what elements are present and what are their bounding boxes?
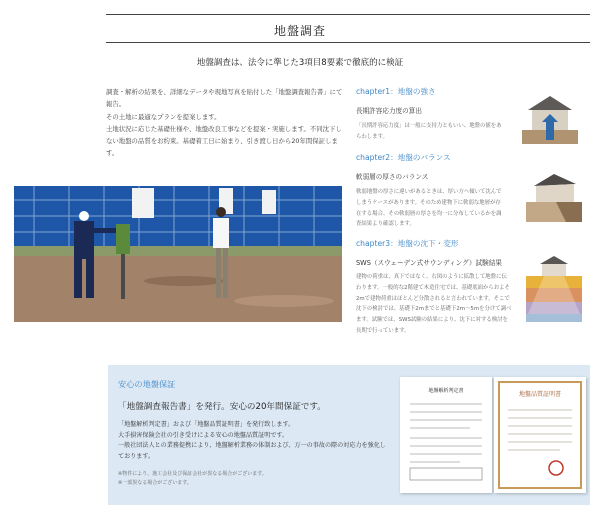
intro-paragraph: 土地状況に応じた基礎仕様や、地盤改良工事などを提案・実施します。不同沈下しない地盤の品質をお約束。基礎着工日に始まり、引き渡し日から20年間保証します。	[106, 124, 342, 158]
site-survey-illustration	[14, 186, 342, 322]
chapter-2-text: 軟弱地盤の厚さに違いがあるときは、厚い方へ傾いて沈んでしまうケースがあります。そのため建物下に軟弱な地層が存在する場合、その軟弱層の厚さを均一に分布しているかを調査結果より確認します。	[356, 189, 502, 228]
guarantee-note: ※一部異なる場合がございます。	[118, 480, 192, 486]
document-lines-icon	[400, 398, 492, 488]
guarantee-title: 安心の地盤保証	[118, 379, 176, 389]
chapter-1-body	[356, 121, 506, 143]
chapter-1-text: 「長期許容応力度」は一般に支持力ともいい、地盤の値をあらわします。	[356, 123, 502, 140]
chapter-3-subtitle: SWS（スウェーデン式サウンディング）試験結果	[356, 259, 502, 267]
chapter-2-subtitle: 軟弱層の厚さのバランス	[356, 173, 429, 181]
chapter-3-title: chapter3：地盤の沈下・変形	[356, 239, 459, 248]
guarantee-paragraph: 一般社団法人との業務提携により、地盤解析業務の体制および、万一の事故の際の対応力を強化しております。	[118, 442, 386, 460]
header-top-rule	[106, 14, 590, 15]
guarantee-body	[118, 420, 388, 462]
guarantee-paragraph: 大手損害保険会社の引き受けによる安心の地盤品質証明です。	[118, 431, 289, 439]
chapter-3-image	[526, 254, 582, 322]
site-survey-photo	[14, 186, 342, 322]
page-title: 地盤調査	[273, 24, 326, 38]
intro-paragraph: その土地に最適なプランを提案します。	[106, 112, 221, 121]
header-bottom-rule	[106, 42, 590, 43]
guarantee-note: ※物件により、施工会社及び保証会社が異なる場合がございます。	[118, 471, 267, 477]
chapter-3-body	[356, 272, 512, 337]
analysis-certificate-title: 地盤解析判定書	[428, 388, 464, 394]
chapter-2	[356, 152, 506, 230]
load-distribution-illustration	[526, 254, 582, 322]
chapter-1	[356, 86, 506, 143]
chapter-3-text: 建物の荷重は、真下ではなく、右図のように拡散して地盤に伝わります。一般的な2階建て木造住宅では、基礎底面からおよそ2mで建物荷重はほとんど分散されると言われています。そこで沈下の検討では、基礎下2mまでと基礎下2m〜5mを分けて調べます。試験では、SWS試験の結果により、沈下に対する検討を長期で行っています。	[356, 274, 512, 334]
house-load-illustration	[522, 92, 578, 144]
chapter-1-title: chapter1：地盤の強さ	[356, 87, 436, 96]
tilted-house-illustration	[526, 170, 582, 222]
intro-paragraph: 調査・解析の結果を、詳細なデータや現地写真を貼付した「地盤調査報告書」にて報告。	[106, 88, 343, 109]
chapter-1-image	[522, 92, 578, 144]
guarantee-notes	[118, 470, 388, 488]
chapter-2-title: chapter2：地盤のバランス	[356, 153, 451, 162]
guarantee-lead: 「地盤調査報告書」を発行。安心の20年間保証です。	[118, 402, 326, 412]
chapter-3	[356, 238, 512, 337]
chapter-2-image	[526, 170, 582, 222]
chapter-1-subtitle: 長期許容応力度の算出	[356, 107, 422, 115]
guarantee-paragraph: 「地盤解析判定書」および「地盤品質証明書」を発行致します。	[118, 421, 295, 428]
quality-certificate-title: 地盤品質証明書	[518, 391, 561, 398]
chapter-2-body	[356, 187, 506, 230]
quality-certificate-document	[494, 377, 586, 493]
intro-text	[106, 86, 346, 160]
page-subtitle: 地盤調査は、法令に準じた3項目8要素で徹底的に検証	[196, 58, 404, 68]
guarantee-panel	[108, 365, 590, 505]
analysis-certificate-document	[400, 377, 492, 493]
